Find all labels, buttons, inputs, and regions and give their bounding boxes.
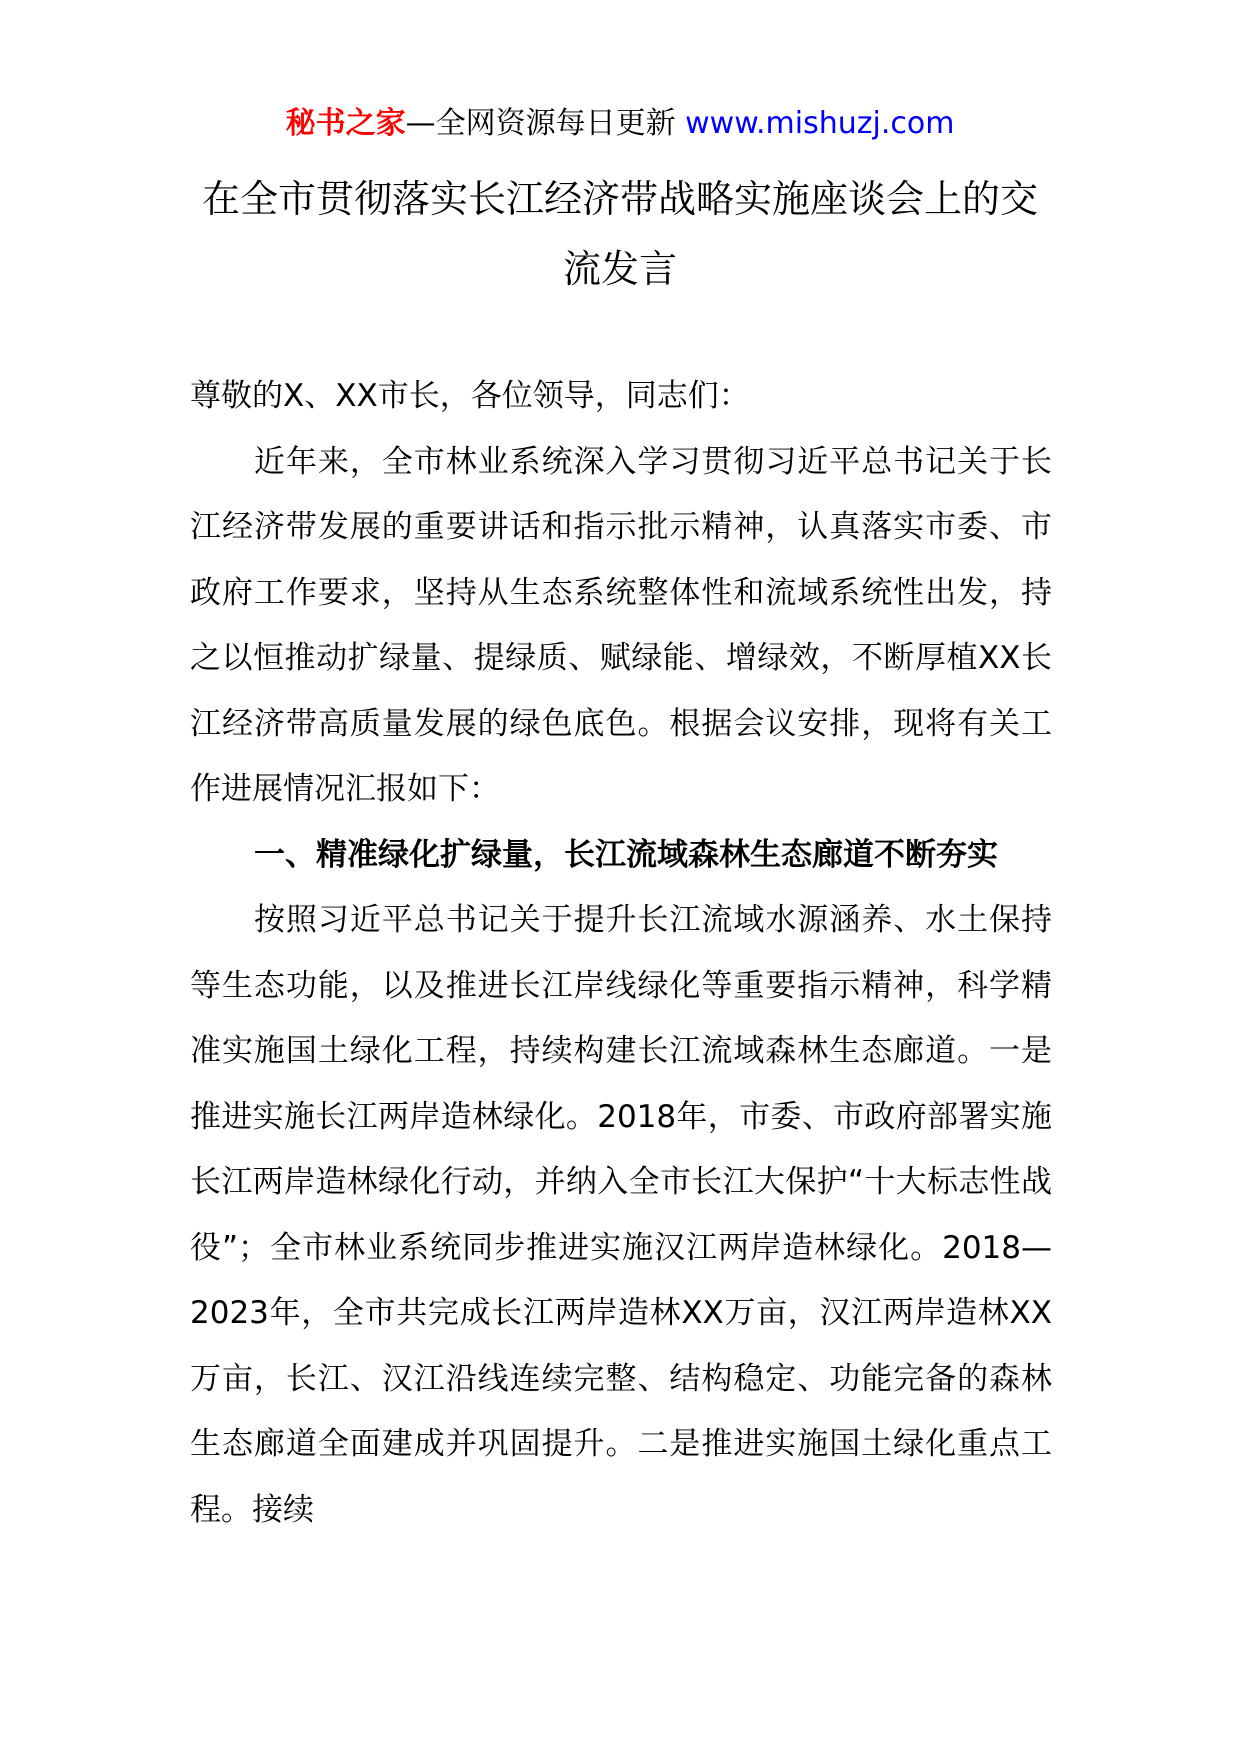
document-body — [190, 364, 1052, 1543]
section-1-paragraph: 按照习近平总书记关于提升长江流域水源涵养、水土保持等生态功能，以及推进长江岸线绿化等重要指示精神，科学精准实施国土绿化工程，持续构建长江流域森林生态廊道。一是推进实施长江两岸造林绿化。2018年，市委、市政府部署实施长江两岸造林绿化行动，并纳入全市长江大保护“十大标志性战役”；全市林业系统同步推进实施汉江两岸造林绿化。2018—2023年，全市共完成长江两岸造林XX万亩，汉江两岸造林XX万亩，长江、汉江沿线连续完整、结构稳定、功能完备的森林生态廊道全面建成并巩固提升。二是推进实施国土绿化重点工程。接续 — [190, 902, 1052, 1528]
intro-paragraph: 近年来，全市林业系统深入学习贯彻习近平总书记关于长江经济带发展的重要讲话和指示批示精神，认真落实市委、市政府工作要求，坚持从生态系统整体性和流域系统性出发，持之以恒推动扩绿量、提绿质、赋绿能、增绿效，不断厚植XX长江经济带高质量发展的绿色底色。根据会议安排，现将有关工作进展情况汇报如下： — [190, 443, 1052, 807]
document-title: 在全市贯彻落实长江经济带战略实施座谈会上的交流发言 — [201, 177, 1038, 291]
salutation: 尊敬的X、XX市长，各位领导，同志们： — [190, 378, 750, 414]
site-url-link[interactable]: www.mishuzj.com — [685, 106, 955, 141]
brand-name: 秘书之家 — [285, 106, 406, 141]
header-tagline: —全网资源每日更新 — [405, 106, 676, 141]
site-header — [0, 104, 1240, 144]
section-heading-1: 一、精准绿化扩绿量，长江流域森林生态廊道不断夯实 — [254, 836, 998, 873]
